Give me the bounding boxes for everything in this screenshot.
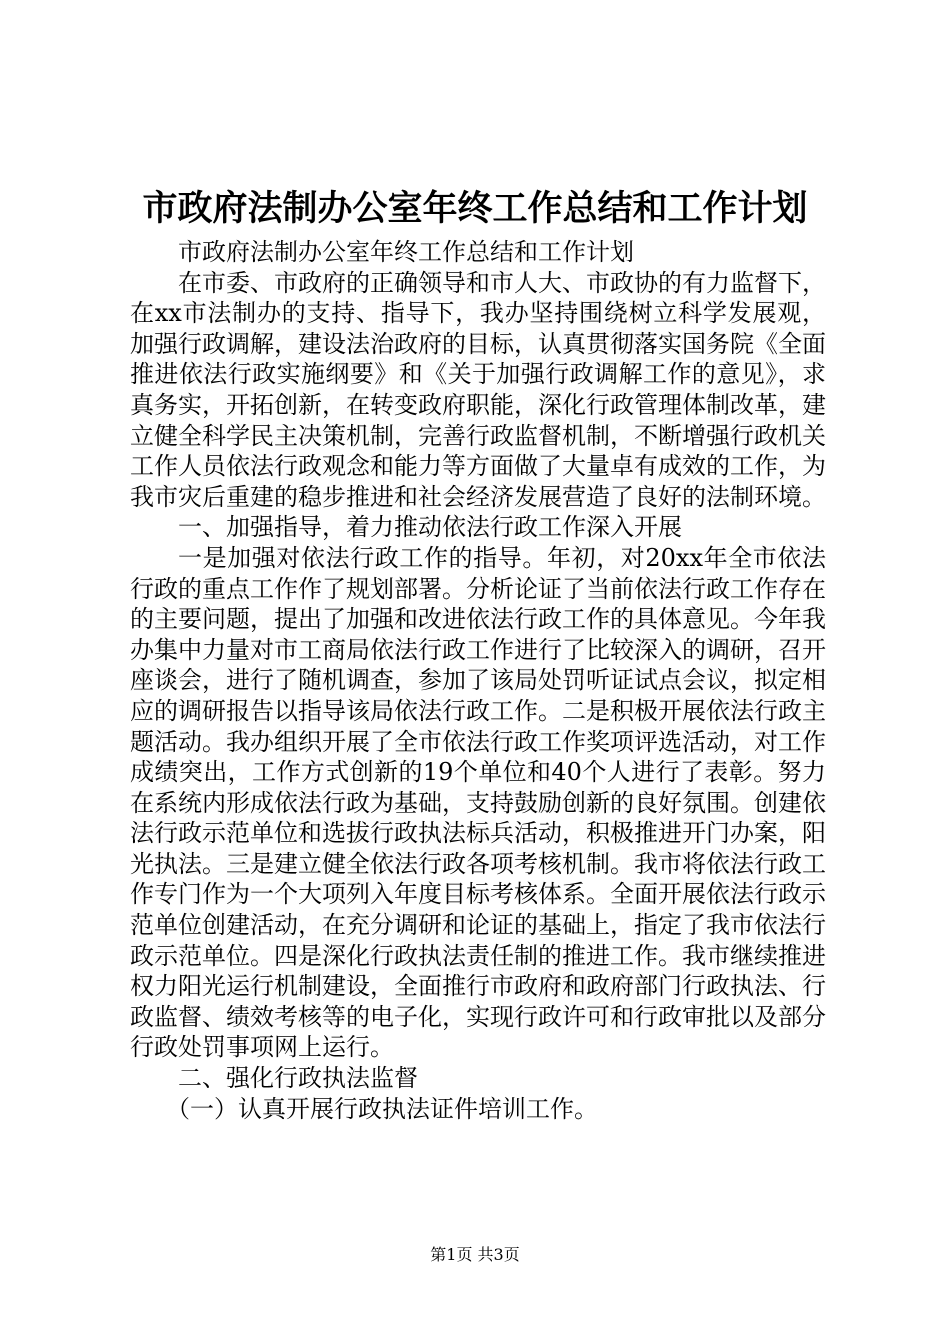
page-footer: 第1页 共3页 [430, 1245, 520, 1264]
section-heading-1: 一、加强指导，着力推动依法行政工作深入开展 [178, 513, 682, 542]
intro-paragraph: 在市委、市政府的正确领导和市人大、市政协的有力监督下，在xx市法制办的支持、指导下，我办坚持围绕树立科学发展观，加强行政调解，建设法治政府的目标，认真贯彻落实国务院《全面推进依法行政实施纲要》和《关于加强行政调解工作的意见》，求真务实，开拓创新，在转变政府职能，深化行政管理体制改革，建立健全科学民主决策机制，完善行政监督机制，不断增强行政机关工作人员依法行政观念和能力等方面做了大量卓有成效的工作，为我市灾后重建的稳步推进和社会经济发展营造了良好的法制环境。 [130, 268, 826, 511]
subtitle-paragraph: 市政府法制办公室年终工作总结和工作计划 [178, 238, 634, 266]
section-heading-2: 二、强化行政执法监督 [178, 1064, 418, 1093]
section-1-paragraph: 一是加强对依法行政工作的指导。年初，对20xx年全市依法行政的重点工作作了规划部署。分析论证了当前依法行政工作存在的主要问题，提出了加强和改进依法行政工作的具体意见。今年我办集中力量对市工商局依法行政工作进行了比较深入的调研，召开座谈会，进行了随机调查，参加了该局处罚听证试点会议，拟定相应的调研报告以指导该局依法行政工作。二是积极开展依法行政主题活动。我办组织开展了全市依法行政工作奖项评选活动，对工作成绩突出，工作方式创新的19个单位和40个人进行了表彰。努力在系统内形成依法行政为基础，支持鼓励创新的良好氛围。创建依法行政示范单位和选拔行政执法标兵活动，积极推进开门办案，阳光执法。三是建立健全依法行政各项考核机制。我市将依法行政工作专门作为一个大项列入年度目标考核体系。全面开展依法行政示范单位创建活动，在充分调研和论证的基础上，指定了我市依法行政示范单位。四是深化行政执法责任制的推进工作。我市继续推进权力阳光运行机制建设，全面推行市政府和政府部门行政执法、行政监督、绩效考核等的电子化，实现行政许可和行政审批以及部分行政处罚事项网上运行。 [130, 543, 826, 1062]
document-title: 市政府法制办公室年终工作总结和工作计划 [142, 188, 808, 229]
document-body [130, 237, 826, 1124]
subsection-heading-1: （一）认真开展行政执法证件培训工作。 [166, 1094, 598, 1123]
